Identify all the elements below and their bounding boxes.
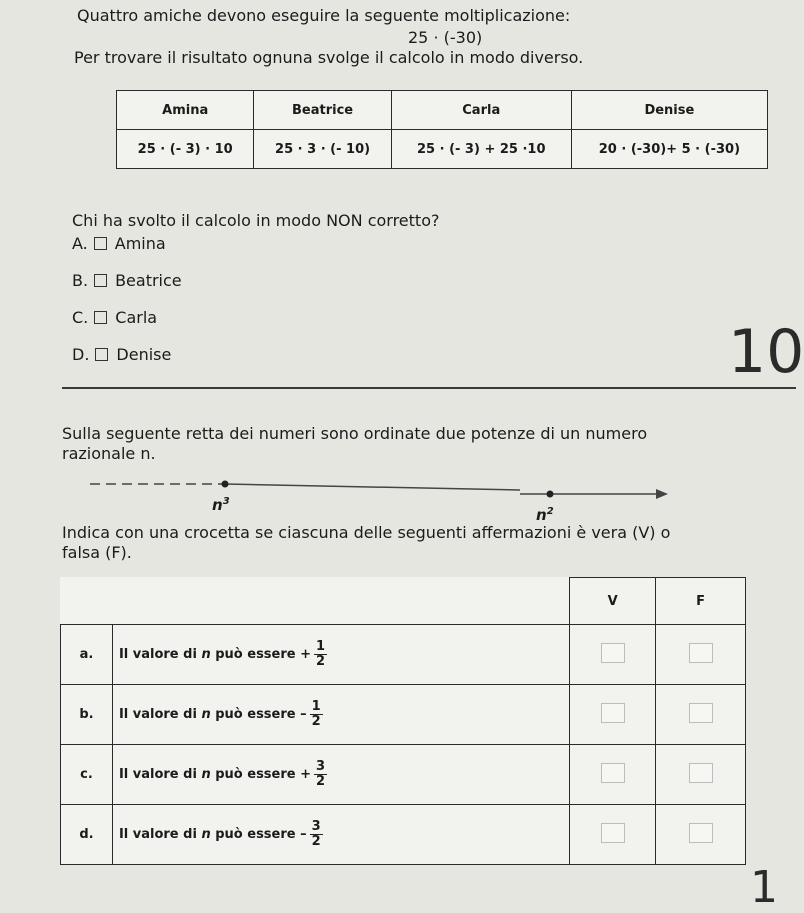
- option-text: Carla: [115, 308, 158, 327]
- header-blank-cell: [61, 578, 570, 625]
- true-checkbox[interactable]: [601, 823, 625, 843]
- table-row: [61, 625, 746, 685]
- option-checkbox[interactable]: [94, 237, 107, 250]
- option-letter: B.: [72, 271, 89, 290]
- next-exercise-number: 1: [750, 862, 778, 913]
- label-n3: $n^3$: [212, 496, 230, 514]
- row-letter: d.: [61, 805, 113, 865]
- calc-beatrice: 25 · 3 · (- 10): [254, 130, 391, 169]
- false-cell[interactable]: [656, 625, 746, 685]
- false-checkbox[interactable]: [689, 823, 713, 843]
- point-n2: [547, 491, 554, 498]
- intro-line-2: Per trovare il risultato ognuna svolge il calcolo in modo diverso.: [74, 48, 584, 67]
- true-cell[interactable]: [570, 685, 656, 745]
- header-denise: Denise: [571, 91, 767, 130]
- calc-carla: 25 · (- 3) + 25 ·10: [391, 130, 571, 169]
- false-checkbox[interactable]: [689, 763, 713, 783]
- statement: Il valore di n può essere – $\frac{3}{2}$: [112, 805, 569, 865]
- question: Chi ha svolto il calcolo in modo NON corretto?: [72, 211, 440, 230]
- ex10-text-line-1: Sulla seguente retta dei numeri sono ordinate due potenze di un numero: [62, 424, 648, 443]
- true-cell[interactable]: [570, 625, 656, 685]
- instruction-line-2: falsa (F).: [62, 543, 132, 562]
- option-text: Amina: [114, 234, 166, 253]
- false-checkbox[interactable]: [689, 703, 713, 723]
- instruction-line-1: Indica con una crocetta se ciascuna delle seguenti affermazioni è vera (V) o: [62, 523, 671, 542]
- calc-table-row: [117, 130, 768, 169]
- number-line-axis: [225, 484, 520, 490]
- row-letter: b.: [61, 685, 113, 745]
- option-checkbox[interactable]: [94, 274, 107, 287]
- option-checkbox[interactable]: [94, 311, 107, 324]
- table-row: [61, 685, 746, 745]
- true-cell[interactable]: [570, 805, 656, 865]
- section-divider: [62, 387, 796, 389]
- false-cell[interactable]: [656, 805, 746, 865]
- number-line: [0, 470, 796, 530]
- false-checkbox[interactable]: [689, 643, 713, 663]
- expression: 25 · (-30): [408, 28, 483, 47]
- header-carla: Carla: [391, 91, 571, 130]
- option-checkbox[interactable]: [95, 348, 108, 361]
- statement: Il valore di n può essere + $\frac{1}{2}$: [112, 625, 569, 685]
- fraction: $\frac{3}{2}$: [311, 819, 321, 849]
- option-d[interactable]: [72, 345, 171, 364]
- option-c[interactable]: [72, 308, 157, 327]
- statement: Il valore di n può essere + $\frac{3}{2}$: [112, 745, 569, 805]
- option-a[interactable]: [72, 234, 166, 253]
- option-letter: D.: [72, 345, 90, 364]
- ex10-text-line-2: razionale n.: [62, 444, 156, 463]
- table-row: [61, 745, 746, 805]
- row-letter: a.: [61, 625, 113, 685]
- table-row: [61, 805, 746, 865]
- false-cell[interactable]: [656, 685, 746, 745]
- intro-line-1: Quattro amiche devono eseguire la seguente moltiplicazione:: [77, 6, 571, 25]
- option-letter: A.: [72, 234, 88, 253]
- calc-table-header-row: [117, 91, 768, 130]
- calc-amina: 25 · (- 3) · 10: [117, 130, 254, 169]
- col-header-f: F: [656, 578, 746, 625]
- point-n3: [222, 481, 229, 488]
- option-text: Denise: [116, 345, 172, 364]
- false-cell[interactable]: [656, 745, 746, 805]
- option-b[interactable]: [72, 271, 182, 290]
- option-letter: C.: [72, 308, 89, 327]
- exercise-number: 10: [728, 317, 804, 387]
- calc-denise: 20 · (-30)+ 5 · (-30): [571, 130, 767, 169]
- fraction: $\frac{3}{2}$: [316, 759, 326, 789]
- statement: Il valore di n può essere – $\frac{1}{2}$: [112, 685, 569, 745]
- true-false-table: [60, 577, 746, 865]
- true-checkbox[interactable]: [601, 643, 625, 663]
- label-n2: $n^2$: [536, 506, 554, 524]
- header-beatrice: Beatrice: [254, 91, 391, 130]
- fraction: $\frac{1}{2}$: [311, 699, 321, 729]
- true-cell[interactable]: [570, 745, 656, 805]
- true-checkbox[interactable]: [601, 763, 625, 783]
- true-checkbox[interactable]: [601, 703, 625, 723]
- calc-table: [116, 90, 768, 169]
- col-header-v: V: [570, 578, 656, 625]
- header-amina: Amina: [117, 91, 254, 130]
- fraction: $\frac{1}{2}$: [316, 639, 326, 669]
- arrow-head-icon: [656, 489, 668, 499]
- tf-header-row: [61, 578, 746, 625]
- option-text: Beatrice: [115, 271, 182, 290]
- row-letter: c.: [61, 745, 113, 805]
